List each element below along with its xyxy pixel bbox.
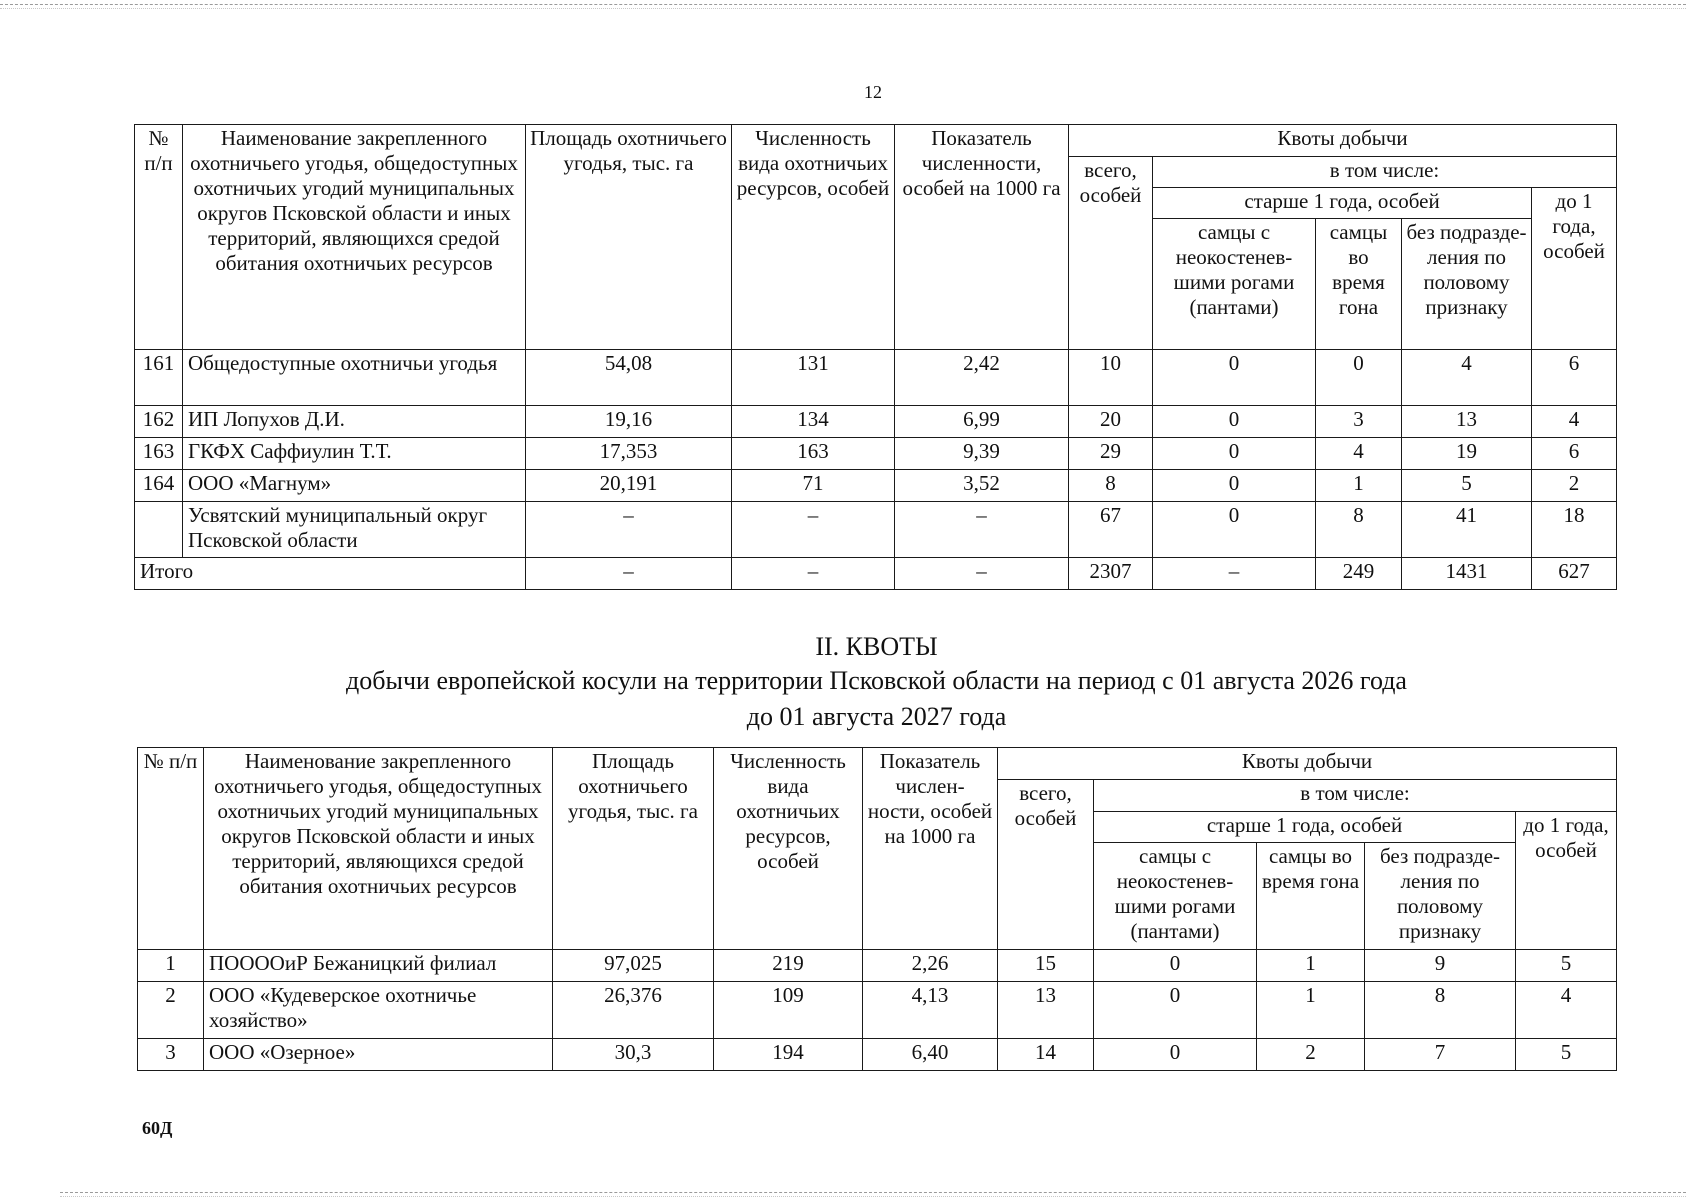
header-total: всего, особей — [1069, 157, 1153, 350]
row-population: 109 — [714, 982, 863, 1039]
total-males-rut: 249 — [1316, 558, 1402, 590]
row-under1: 5 — [1516, 950, 1617, 982]
row-no-sex: 13 — [1402, 406, 1532, 438]
row-males-antlers: 0 — [1153, 502, 1316, 558]
row-males-rut: 8 — [1316, 502, 1402, 558]
row-num: 1 — [138, 950, 204, 982]
row-males-antlers: 0 — [1153, 350, 1316, 406]
row-males-antlers: 0 — [1094, 950, 1257, 982]
total-area: – — [526, 558, 732, 590]
row-density: 2,42 — [895, 350, 1069, 406]
scan-edge-bottom — [60, 1192, 1686, 1197]
row-population: 219 — [714, 950, 863, 982]
row-total: 13 — [998, 982, 1094, 1039]
row-no-sex: 8 — [1365, 982, 1516, 1039]
total-density: – — [895, 558, 1069, 590]
header-area: Площадь охотничьего угодья, тыс. га — [553, 748, 714, 950]
header-num: № п/п — [135, 125, 183, 350]
row-males-antlers: 0 — [1153, 406, 1316, 438]
row-males-rut: 2 — [1257, 1039, 1365, 1071]
row-total: 10 — [1069, 350, 1153, 406]
row-males-rut: 1 — [1257, 950, 1365, 982]
row-area: 20,191 — [526, 470, 732, 502]
row-num: 3 — [138, 1039, 204, 1071]
row-males-antlers: 0 — [1153, 470, 1316, 502]
header-name: Наименование закрепленного охотничьего угодья, общедоступных охотничьих угодий муниципальных округов Псковской области и иных территорий, являющихся средой обитания охотничьих ресурсов — [204, 748, 553, 950]
total-males-antlers: – — [1153, 558, 1316, 590]
header-no-sex: без подразде-ления по половому признаку — [1402, 219, 1532, 350]
row-males-rut: 4 — [1316, 438, 1402, 470]
row-num — [135, 502, 183, 558]
row-under1: 6 — [1532, 350, 1617, 406]
header-including: в том числе: — [1094, 780, 1617, 812]
row-num: 162 — [135, 406, 183, 438]
row-total: 67 — [1069, 502, 1153, 558]
table-row — [135, 350, 1617, 406]
document-code: 60Д — [142, 1118, 173, 1138]
total-population: – — [732, 558, 895, 590]
row-area: 26,376 — [553, 982, 714, 1039]
row-density: 4,13 — [863, 982, 998, 1039]
table-row — [135, 406, 1617, 438]
table-row — [138, 982, 1617, 1039]
row-males-antlers: 0 — [1094, 982, 1257, 1039]
header-population: Численность вида охотничьих ресурсов, особей — [714, 748, 863, 950]
header-density: Показатель числен-ности, особей на 1000 га — [863, 748, 998, 950]
table-row — [138, 950, 1617, 982]
row-name: ООО «Магнум» — [183, 470, 526, 502]
header-under1: до 1 года, особей — [1532, 188, 1617, 350]
roe-deer-quota-table — [137, 747, 1617, 1071]
header-older: старше 1 года, особей — [1153, 188, 1532, 219]
row-name: ГКФХ Саффиулин Т.Т. — [183, 438, 526, 470]
header-under1: до 1 года, особей — [1516, 812, 1617, 950]
row-area: 97,025 — [553, 950, 714, 982]
table-row — [135, 470, 1617, 502]
row-num: 163 — [135, 438, 183, 470]
row-num: 161 — [135, 350, 183, 406]
row-no-sex: 4 — [1402, 350, 1532, 406]
total-no-sex: 1431 — [1402, 558, 1532, 590]
row-name: ПООООиР Бежаницкий филиал — [204, 950, 553, 982]
header-males-antlers: самцы с неокостенев-шими рогами (пантами) — [1094, 843, 1257, 950]
total-label: Итого — [135, 558, 526, 590]
row-males-rut: 0 — [1316, 350, 1402, 406]
row-males-rut: 1 — [1316, 470, 1402, 502]
row-population: 134 — [732, 406, 895, 438]
total-under1: 627 — [1532, 558, 1617, 590]
row-name: ИП Лопухов Д.И. — [183, 406, 526, 438]
row-males-antlers: 0 — [1094, 1039, 1257, 1071]
header-including: в том числе: — [1153, 157, 1617, 188]
row-no-sex: 5 — [1402, 470, 1532, 502]
header-no-sex: без подразде-ления по половому признаку — [1365, 843, 1516, 950]
header-quotas: Квоты добычи — [998, 748, 1617, 780]
row-total: 15 — [998, 950, 1094, 982]
row-name: Усвятский муниципальный округ Псковской области — [183, 502, 526, 558]
table-row — [138, 1039, 1617, 1071]
row-name: ООО «Озерное» — [204, 1039, 553, 1071]
row-population: 194 — [714, 1039, 863, 1071]
row-under1: 2 — [1532, 470, 1617, 502]
row-total: 29 — [1069, 438, 1153, 470]
page-number: 12 — [864, 82, 882, 102]
row-num: 2 — [138, 982, 204, 1039]
row-under1: 6 — [1532, 438, 1617, 470]
row-total: 20 — [1069, 406, 1153, 438]
header-total: всего, особей — [998, 780, 1094, 950]
row-no-sex: 41 — [1402, 502, 1532, 558]
row-density: 6,40 — [863, 1039, 998, 1071]
section-subtitle-line2: до 01 августа 2027 года — [746, 702, 1007, 731]
row-no-sex: 7 — [1365, 1039, 1516, 1071]
header-males-rut: самцы во время гона — [1257, 843, 1365, 950]
row-males-rut: 3 — [1316, 406, 1402, 438]
header-density: Показатель численности, особей на 1000 га — [895, 125, 1069, 350]
row-total: 14 — [998, 1039, 1094, 1071]
header-males-rut: самцы во время гона — [1316, 219, 1402, 350]
row-males-antlers: 0 — [1153, 438, 1316, 470]
row-under1: 4 — [1532, 406, 1617, 438]
header-name: Наименование закрепленного охотничьего угодья, общедоступных охотничьих угодий муниципальных округов Псковской области и иных территорий, являющихся средой обитания охотничьих ресурсов — [183, 125, 526, 350]
row-name: Общедоступные охотничьи угодья — [183, 350, 526, 406]
row-population: 131 — [732, 350, 895, 406]
row-no-sex: 9 — [1365, 950, 1516, 982]
section-subtitle-line1: добычи европейской косули на территории Псковской области на период с 01 августа 2026 года — [346, 666, 1407, 695]
row-density: 6,99 — [895, 406, 1069, 438]
row-area: 54,08 — [526, 350, 732, 406]
table-row — [135, 502, 1617, 558]
row-population: 71 — [732, 470, 895, 502]
row-density: – — [895, 502, 1069, 558]
row-population: – — [732, 502, 895, 558]
row-males-rut: 1 — [1257, 982, 1365, 1039]
row-density: 3,52 — [895, 470, 1069, 502]
table-row — [135, 438, 1617, 470]
row-total: 8 — [1069, 470, 1153, 502]
header-older: старше 1 года, особей — [1094, 812, 1516, 843]
header-quotas: Квоты добычи — [1069, 125, 1617, 157]
total-total: 2307 — [1069, 558, 1153, 590]
row-population: 163 — [732, 438, 895, 470]
row-num: 164 — [135, 470, 183, 502]
row-area: 30,3 — [553, 1039, 714, 1071]
section-title: II. КВОТЫ — [815, 632, 938, 661]
row-density: 2,26 — [863, 950, 998, 982]
row-under1: 5 — [1516, 1039, 1617, 1071]
row-no-sex: 19 — [1402, 438, 1532, 470]
row-under1: 4 — [1516, 982, 1617, 1039]
header-area: Площадь охотничьего угодья, тыс. га — [526, 125, 732, 350]
header-num: № п/п — [138, 748, 204, 950]
header-population: Численность вида охотничьих ресурсов, особей — [732, 125, 895, 350]
header-males-antlers: самцы с неокостенев-шими рогами (пантами) — [1153, 219, 1316, 350]
row-area: – — [526, 502, 732, 558]
row-area: 17,353 — [526, 438, 732, 470]
quota-table-continued — [134, 124, 1617, 590]
row-name: ООО «Кудеверское охотничье хозяйство» — [204, 982, 553, 1039]
row-area: 19,16 — [526, 406, 732, 438]
row-under1: 18 — [1532, 502, 1617, 558]
total-row — [135, 558, 1617, 590]
row-density: 9,39 — [895, 438, 1069, 470]
scan-edge-top — [0, 4, 1686, 9]
